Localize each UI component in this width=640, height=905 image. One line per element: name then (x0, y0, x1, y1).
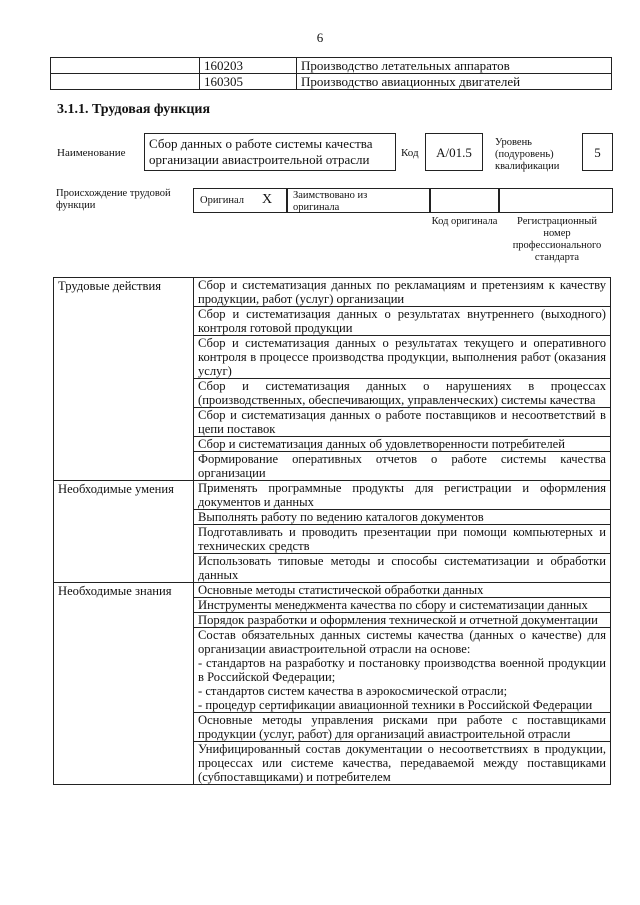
section-item: Формирование оперативных отчетов о работе системы качества организации (194, 452, 611, 481)
section-item: Применять программные продукты для регистрации и оформления документов и данных (194, 481, 611, 510)
section-item: Основные методы управления рисками при работе с поставщиками продукции (услуг, работ) для организаций авиастроительной отрасли (194, 713, 611, 742)
codes-table (50, 57, 612, 90)
code-box: A/01.5 (425, 133, 483, 171)
section-item: Основные методы статистической обработки данных (194, 583, 611, 598)
section-item: Сбор и систематизация данных по рекламациям и претензиям к качеству продукции, работ (услуг) организации (194, 278, 611, 307)
section-item: Инструменты менеджмента качества по сбору и систематизации данных (194, 598, 611, 613)
original-box (193, 188, 287, 213)
code-cell: 160203 (200, 58, 297, 74)
origin-label: Происхождение трудовой функции (56, 188, 171, 211)
table-row (54, 481, 611, 510)
section-heading: Необходимые знания (54, 583, 194, 785)
reg-number-box (499, 188, 613, 213)
code-original-label: Код оригинала (431, 216, 498, 227)
original-mark: X (262, 192, 273, 207)
empty-cell (51, 58, 200, 74)
name-cell: Производство авиационных двигателей (297, 74, 612, 90)
section-item: Сбор и систематизация данных о нарушениях в процессах (производственных, обеспечивающих, управленческих) системы качества (194, 379, 611, 408)
function-name-box: Сбор данных о работе системы качества организации авиастроительной отрасли (144, 133, 396, 171)
section-title: 3.1.1. Трудовая функция (57, 102, 211, 117)
name-label: Наименование (57, 147, 126, 159)
table-row (51, 58, 612, 74)
section-item: Сбор и систематизация данных об удовлетворенности потребителей (194, 437, 611, 452)
table-row (54, 583, 611, 598)
level-label: Уровень (подуровень) квалификации (495, 137, 560, 172)
code-cell: 160305 (200, 74, 297, 90)
section-item: Сбор и систематизация данных о результатах внутреннего (выходного) контроля готовой продукции (194, 307, 611, 336)
section-item: Выполнять работу по ведению каталогов документов (194, 510, 611, 525)
section-item: Сбор и систематизация данных о работе поставщиков и несоответствий в цепи поставок (194, 408, 611, 437)
table-row (51, 74, 612, 90)
borrowed-label: Заимствовано из оригинала (293, 190, 368, 213)
code-label: Код (401, 147, 419, 159)
section-item: Состав обязательных данных системы качества (данных о качестве) для организации авиастроительной отрасли на основе: - стандартов на разработку и постановку производства военной продукции в Российской Федерации; - стандартов систем качества в аэрокосмической отрасли; - процедур сертификации авиационной техники в Российской Федерации (194, 628, 611, 713)
section-item: Порядок разработки и оформления технической и отчетной документации (194, 613, 611, 628)
section-heading: Необходимые умения (54, 481, 194, 583)
section-item: Унифицированный состав документации о несоответствиях в продукции, процессах или системе качества, передаваемой между поставщиками (субпоставщиками) и потребителем (194, 742, 611, 785)
code-original-box (430, 188, 499, 213)
section-item: Сбор и систематизация данных о результатах текущего и оперативного контроля в процессе производства продукции, выполнения работ (оказания услуг) (194, 336, 611, 379)
borrowed-box (287, 188, 430, 213)
page-number: 6 (316, 30, 324, 45)
empty-cell (51, 74, 200, 90)
original-label: Оригинал (200, 195, 244, 206)
name-cell: Производство летательных аппаратов (297, 58, 612, 74)
reg-number-label: Регистрационный номер профессионального стандарта (512, 216, 602, 263)
section-heading: Трудовые действия (54, 278, 194, 481)
section-item: Использовать типовые методы и способы систематизации и обработки данных (194, 554, 611, 583)
section-item: Подготавливать и проводить презентации при помощи компьютерных и технических средств (194, 525, 611, 554)
table-row (54, 278, 611, 307)
function-table (53, 277, 611, 785)
level-box: 5 (582, 133, 613, 171)
